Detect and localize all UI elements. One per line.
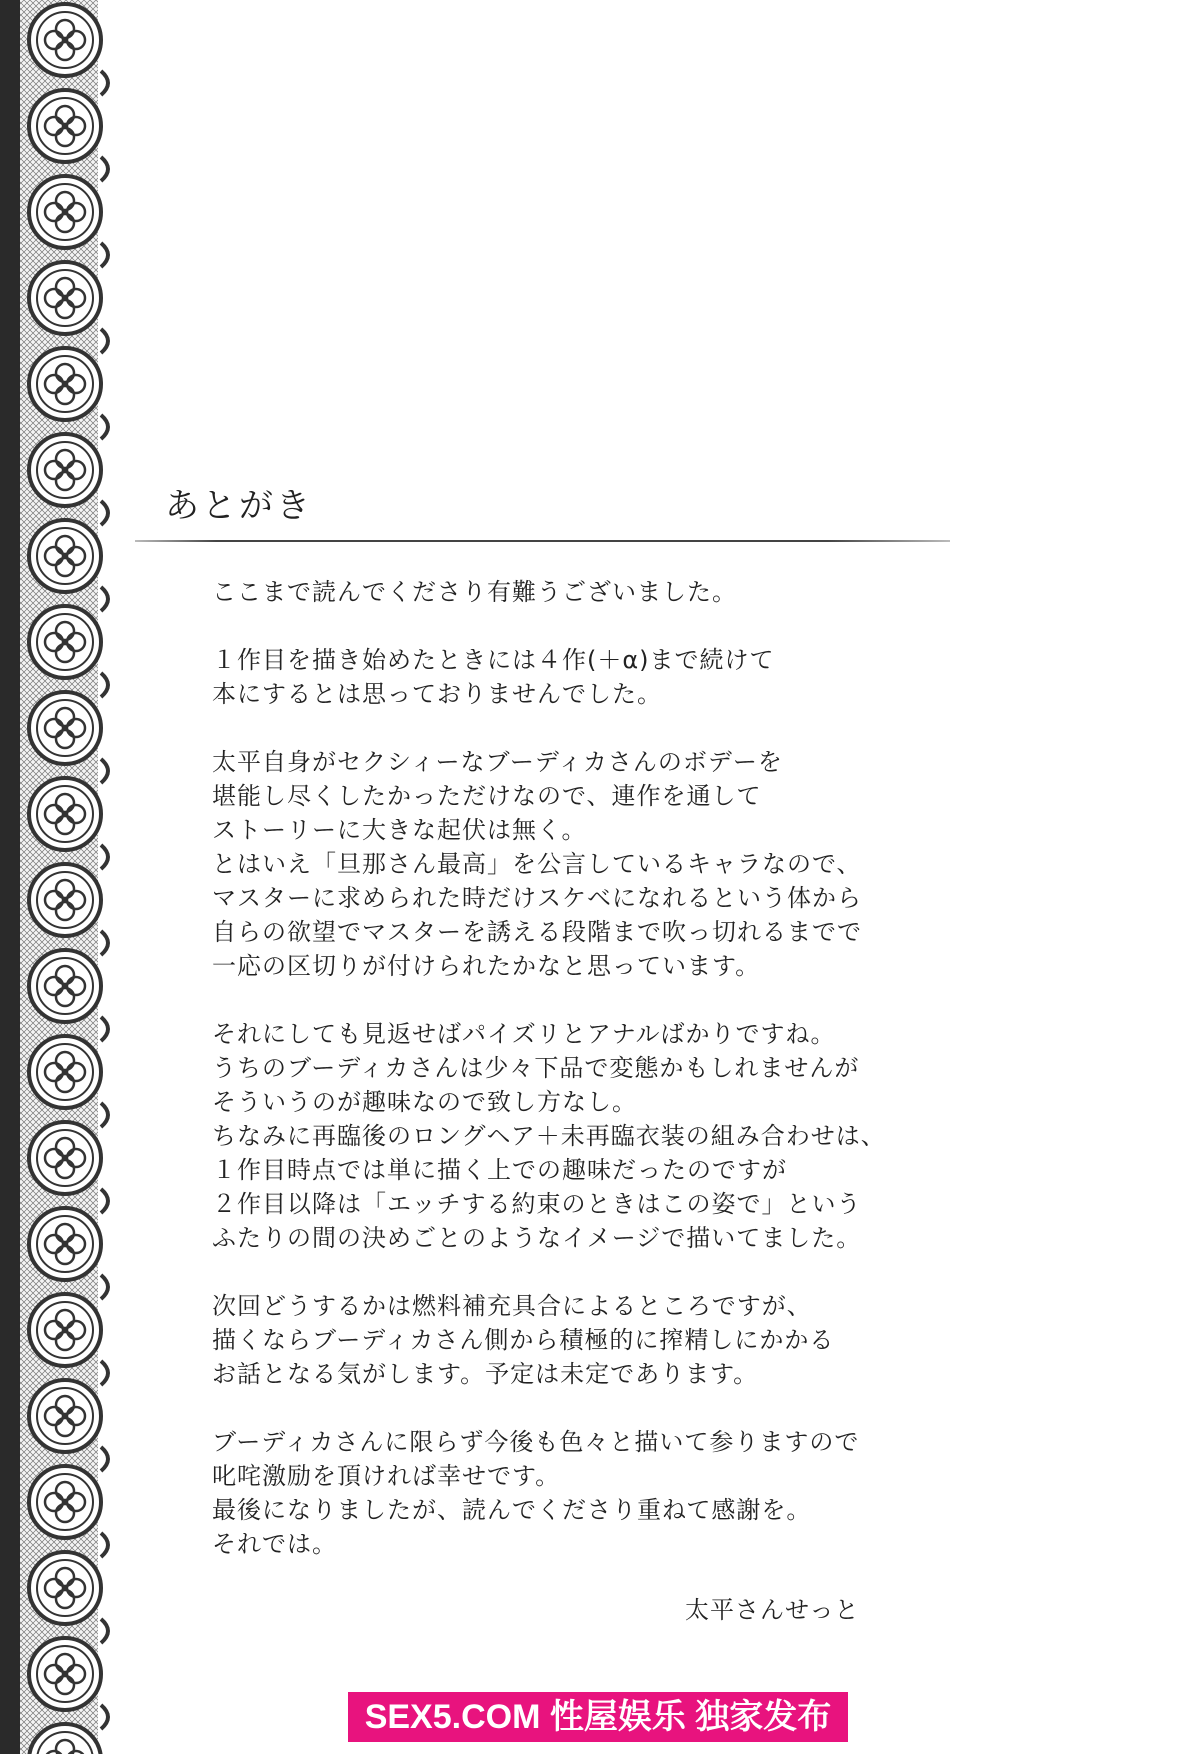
lace-center (62, 725, 68, 731)
afterword-line: そういうのが趣味なので致し方なし。 (212, 1088, 637, 1116)
lace-scallop (101, 415, 108, 439)
lace-scallop (101, 329, 108, 353)
afterword-line: ストーリーに大きな起伏は無く。 (212, 816, 587, 844)
afterword-line: １作目を描き始めたときには４作(＋α)まで続けて (212, 646, 775, 674)
lace-scallop (101, 1017, 108, 1041)
afterword-line: 太平自身がセクシィーなブーディカさんのボデーを (212, 748, 783, 776)
afterword-line: 一応の区切りが付けられたかなと思っています。 (212, 952, 761, 980)
lace-scallop (101, 1361, 108, 1385)
afterword-line: それにしても見返せばパイズリとアナルばかりですね。 (212, 1020, 836, 1048)
afterword-paragraph (212, 1289, 932, 1391)
lace-border-decoration (0, 0, 120, 1754)
lace-center (62, 467, 68, 473)
lace-scallop (101, 501, 108, 525)
afterword-line: 次回どうするかは燃料補充具合によるところですが、 (212, 1292, 812, 1320)
afterword-line: ちなみに再臨後のロングヘア＋未再臨衣装の組み合わせは、 (212, 1122, 886, 1150)
lace-center (62, 1241, 68, 1247)
afterword-line: ブーディカさんに限らず今後も色々と描いて参りますので (212, 1428, 860, 1456)
lace-center (62, 295, 68, 301)
afterword-line: ふたりの間の決めごとのようなイメージで描いてました。 (212, 1224, 862, 1252)
afterword-line: うちのブーディカさんは少々下品で変態かもしれませんが (212, 1054, 860, 1082)
lace-scallop (101, 759, 108, 783)
afterword-line: それでは。 (212, 1530, 337, 1558)
lace-scallop (101, 673, 108, 697)
afterword-title: あとがき (165, 486, 313, 526)
afterword-paragraph (212, 1017, 932, 1255)
lace-scallop (101, 1275, 108, 1299)
lace-center (62, 209, 68, 215)
lace-center (62, 1413, 68, 1419)
lace-center (62, 1327, 68, 1333)
afterword-line: 本にするとは思っておりませんでした。 (212, 680, 662, 708)
lace-center (62, 1155, 68, 1161)
lace-center (62, 983, 68, 989)
afterword-body (212, 575, 932, 1595)
lace-center (62, 897, 68, 903)
afterword-line: とはいえ「旦那さん最高」を公言しているキャラなので、 (212, 850, 862, 878)
afterword-paragraph (212, 1425, 932, 1561)
title-divider (135, 540, 950, 542)
lace-center (62, 1069, 68, 1075)
lace-scallop (101, 587, 108, 611)
lace-center (62, 381, 68, 387)
afterword-paragraph (212, 575, 932, 609)
afterword-line: 描くならブーディカさん側から積極的に搾精しにかかる (212, 1326, 835, 1354)
lace-scallop (101, 1619, 108, 1643)
lace-center (62, 1585, 68, 1591)
lace-scallop (101, 243, 108, 267)
afterword-line: 最後になりましたが、読んでくださり重ねて感謝を。 (212, 1496, 812, 1524)
afterword-line: お話となる気がします。予定は未定であります。 (212, 1360, 759, 1388)
afterword-line: 堪能し尽くしたかっただけなので、連作を通して (212, 782, 762, 810)
lace-center (62, 1671, 68, 1677)
afterword-line: ここまで読んでくださり有難うございました。 (212, 578, 737, 606)
afterword-line: マスターに求められた時だけスケベになれるという体から (212, 884, 862, 912)
watermark-banner: SEX5.COM 性屋娱乐 独家发布 (348, 1692, 848, 1742)
lace-center (62, 123, 68, 129)
lace-center (62, 639, 68, 645)
lace-scallop (101, 845, 108, 869)
lace-scallop (101, 71, 108, 95)
lace-scallop (101, 931, 108, 955)
lace-scallop (101, 1533, 108, 1557)
afterword-line: 自らの欲望でマスターを誘える段階まで吹っ切れるまでで (212, 918, 862, 946)
lace-scallop (101, 1705, 108, 1729)
lace-center (62, 37, 68, 43)
afterword-paragraph (212, 643, 932, 711)
lace-center (62, 553, 68, 559)
lace-center (62, 811, 68, 817)
lace-scallop (101, 157, 108, 181)
afterword-paragraph (212, 745, 932, 983)
afterword-line: 叱咤激励を頂ければ幸せです。 (212, 1462, 561, 1490)
lace-scallop (101, 1103, 108, 1127)
afterword-line: １作目時点では単に描く上での趣味だったのですが (212, 1156, 787, 1184)
lace-scallop (101, 1447, 108, 1471)
author-signature: 太平さんせっと (685, 1596, 860, 1624)
lace-scallop (101, 1189, 108, 1213)
afterword-line: ２作目以降は「エッチする約束のときはこの姿で」という (212, 1190, 862, 1218)
lace-center (62, 1499, 68, 1505)
